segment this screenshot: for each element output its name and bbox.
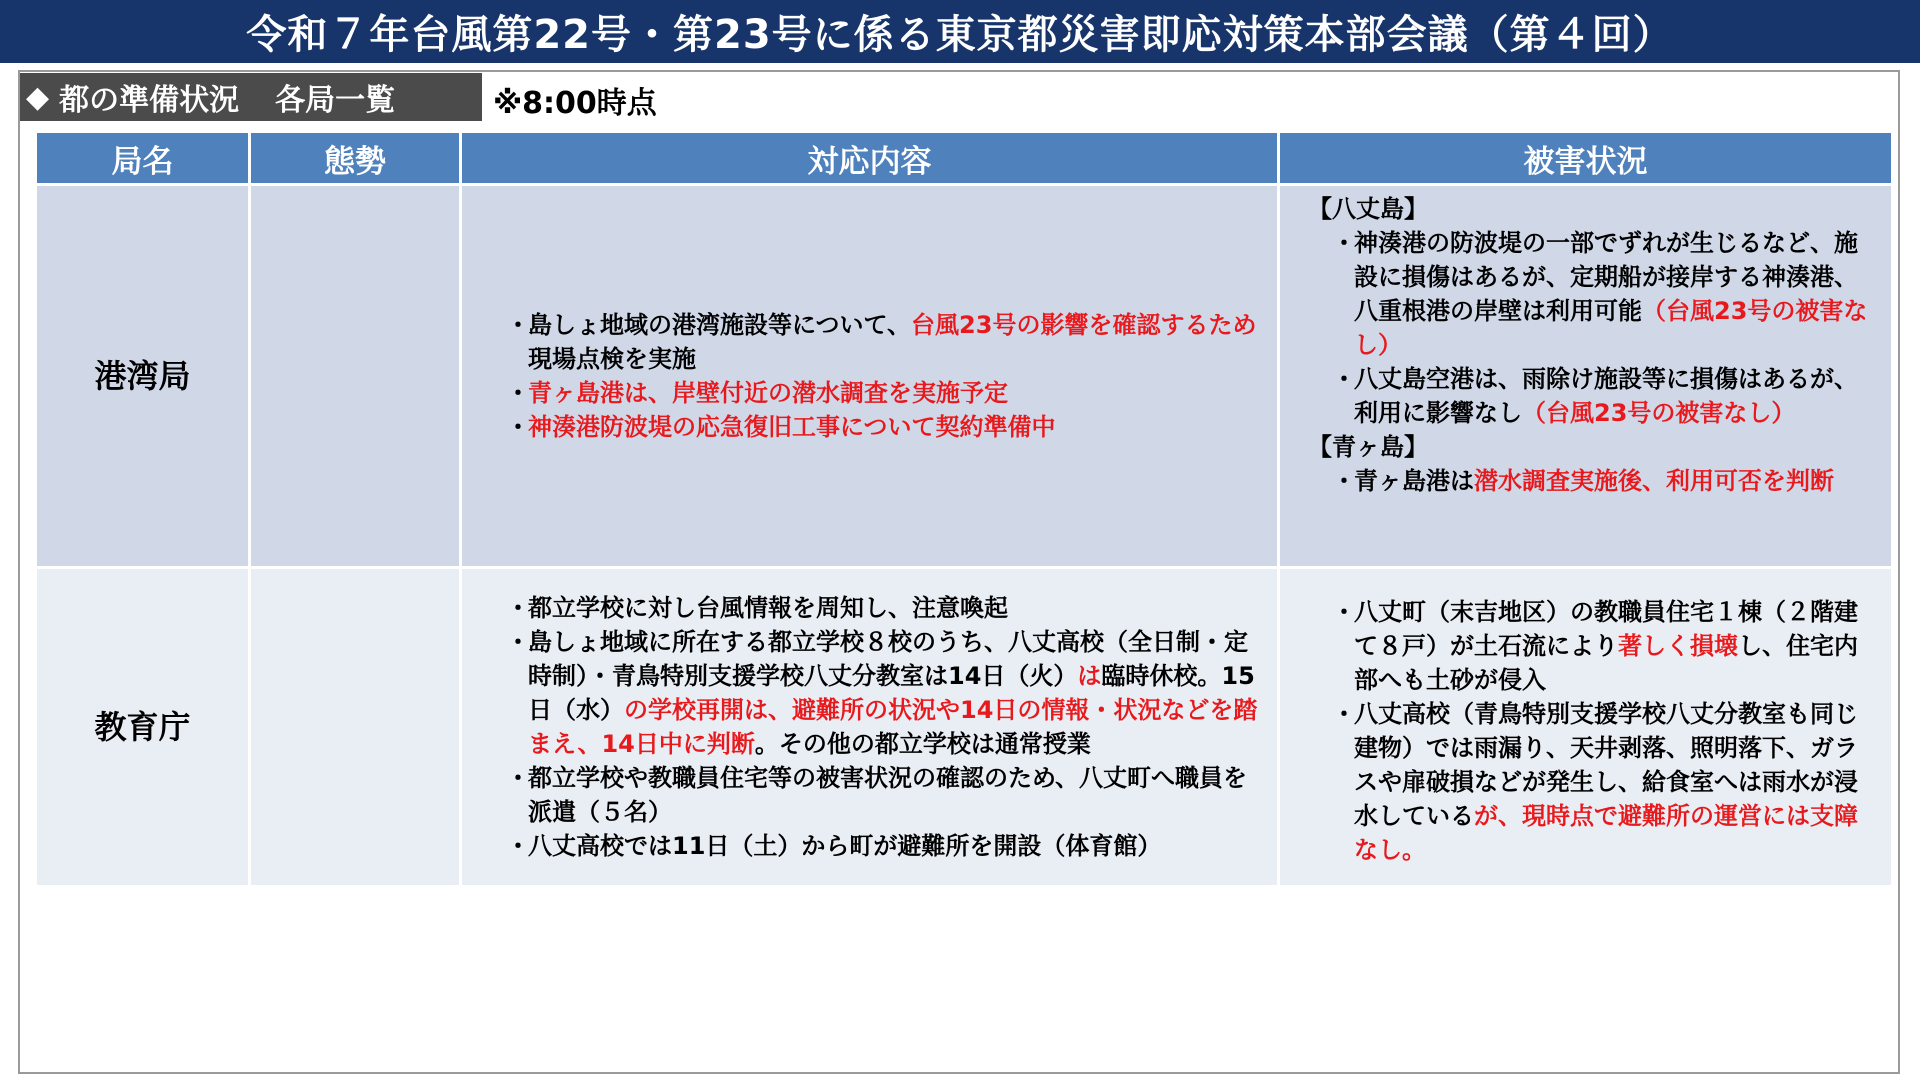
island-heading: 【青ヶ島】 [1308,433,1428,461]
response-cell [462,569,1277,885]
dept-name: 港湾局 [37,186,248,566]
text-run: 青ヶ島港は [1354,467,1474,495]
damage-cell [1280,569,1891,885]
text-run: 現場点検を実施 [528,345,696,373]
emphasis-text: （台風23号の被害なし） [1354,297,1868,359]
emphasis-text: 潜水調査実施後、利用可否を判断 [1474,467,1834,495]
text-run: 神湊港の防波堤の一部でずれが生じるなど、施設に損傷はあるが、定期船が接岸する神湊港、八重根港の岸壁は利用可能 [1354,229,1858,325]
bullet-marker: ・ [1332,598,1356,626]
emphasis-text: が、現時点で避難所の運営には支障なし。 [1354,802,1858,864]
bullet-marker: ・ [1332,467,1356,495]
list-item [506,410,1263,444]
bullet-marker: ・ [506,628,530,656]
text-run: 臨時休校。15日（水） [528,662,1255,724]
emphasis-text: は [1077,662,1102,690]
damage-list [1308,595,1877,867]
damage-list [1308,464,1877,498]
section-label [20,73,482,121]
emphasis-text: 青ヶ島港は、岸壁付近の潜水調査を実施予定 [528,379,1008,407]
text-run: 八丈高校では11日（土）から町が避難所を開設（体育館） [528,832,1162,860]
stance-cell [251,186,459,566]
text-run: 島しょ地域に所在する都立学校８校のうち、八丈高校（全日制・定時制）・青鳥特別支援学校八丈分教室は14日（火） [528,628,1248,690]
list-item [506,625,1263,761]
response-list [506,308,1263,444]
list-item [506,591,1263,625]
bureau-status-table [34,130,1894,888]
list-item [1332,595,1877,697]
emphasis-text: の学校再開は、避難所の状況や14日の情報・状況などを踏まえ、14日中に判断 [528,696,1258,758]
bullet-marker: ・ [506,379,530,407]
bullet-marker: ・ [506,413,530,441]
header-stance: 態勢 [251,133,459,183]
list-item [1332,697,1877,867]
damage-cell [1280,186,1891,566]
list-item [1332,464,1877,498]
bullet-marker: ・ [506,311,530,339]
bullet-marker: ・ [506,594,530,622]
text-run: 島しょ地域の港湾施設等について、 [528,311,912,339]
header-bureau: 局名 [37,133,248,183]
list-item [506,308,1263,376]
section-subtitle: 各局一覧 [275,83,396,118]
text-run: 八丈町（末吉地区）の教職員住宅１棟（２階建て８戸）が土石流により [1354,598,1858,660]
text-run: 。その他の都立学校は通常授業 [754,730,1091,758]
list-item [506,761,1263,829]
text-run: 都立学校や教職員住宅等の被害状況の確認のため、八丈町へ職員を派遣（５名） [528,764,1248,826]
bullet-marker: ・ [506,764,530,792]
header-response: 対応内容 [462,133,1277,183]
emphasis-text: 著しく損壊 [1618,632,1738,660]
page-title: 令和７年台風第22号・第23号に係る東京都災害即応対策本部会議（第４回） [0,0,1920,63]
text-run: し、住宅内部へも土砂が侵入 [1354,632,1858,694]
bullet-marker: ・ [506,832,530,860]
emphasis-text: （台風23号の被害なし） [1522,399,1796,427]
text-run: 八丈島空港は、雨除け施設等に損傷はあるが、利用に影響なし [1354,365,1858,427]
section-title: 都の準備状況 [59,83,240,118]
island-heading: 【八丈島】 [1308,195,1428,223]
list-item [1332,226,1877,362]
damage-list [1308,226,1877,430]
header-damage: 被害状況 [1280,133,1891,183]
bullet-marker: ・ [1332,229,1356,257]
table-header-row [37,133,1891,183]
table-row [37,569,1891,885]
response-list [506,591,1263,863]
stance-cell [251,569,459,885]
table-row [37,186,1891,566]
bullet-marker: ・ [1332,365,1356,393]
list-item [506,829,1263,863]
time-note: ※8:00時点 [493,86,657,121]
list-item [1332,362,1877,430]
list-item [506,376,1263,410]
dept-name: 教育庁 [37,569,248,885]
emphasis-text: 神湊港防波堤の応急復旧工事について契約準備中 [528,413,1056,441]
text-run: 都立学校に対し台風情報を周知し、注意喚起 [528,594,1008,622]
response-cell [462,186,1277,566]
diamond-icon: ◆ [26,79,50,115]
emphasis-text: 台風23号の影響を確認するため [911,311,1257,339]
bullet-marker: ・ [1332,700,1356,728]
text-run: 八丈高校（青鳥特別支援学校八丈分教室も同じ建物）では雨漏り、天井剥落、照明落下、ガラスや扉破損などが発生し、給食室へは雨水が浸水している [1354,700,1858,830]
